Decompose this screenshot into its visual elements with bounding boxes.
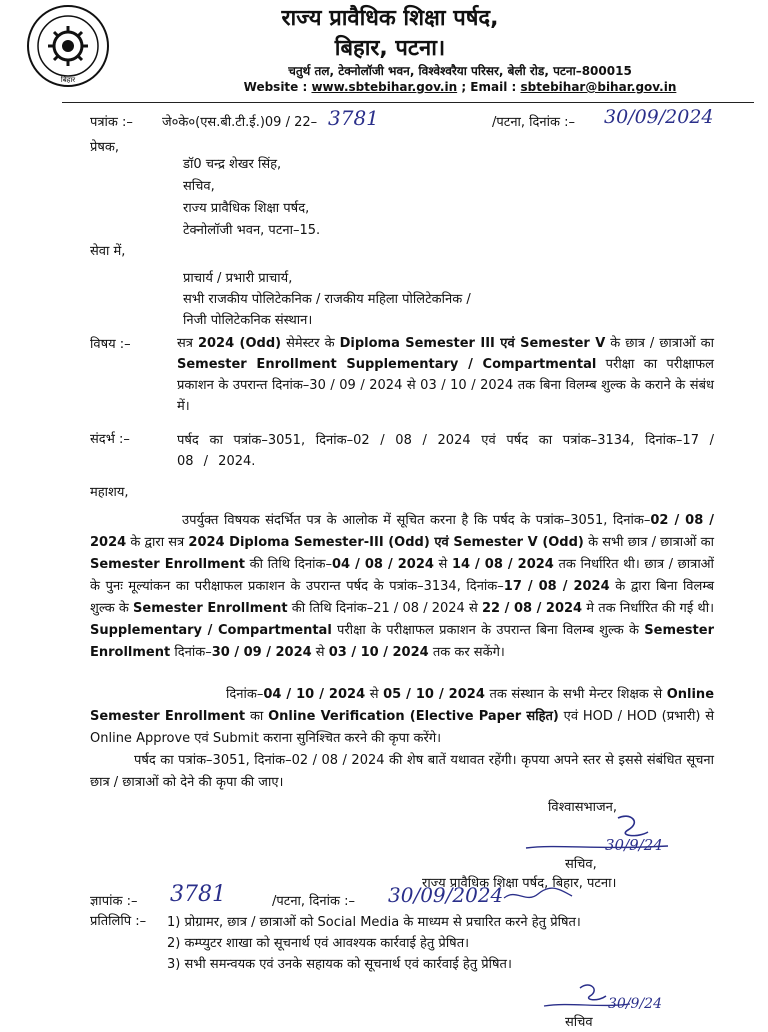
sender-label: प्रेषक, <box>90 140 120 155</box>
subject-label: विषय :– <box>90 337 131 352</box>
reference-text: पर्षद का पत्रांक–3051, दिनांक–02 / 08 / 2024 एवं पर्षद का पत्रांक–3134, दिनांक–17 / 08 / 2024. <box>177 433 714 469</box>
contact-line: Website : www.sbtebihar.gov.in ; Email : sbtebihar@bihar.gov.in <box>243 80 677 94</box>
copy-designation: सचिव <box>565 1015 593 1030</box>
letter-date-handwritten: 30/09/2024 <box>604 106 714 128</box>
closing-office: राज्य प्रावैधिक शिक्षा पर्षद, बिहार, पटना। <box>422 876 617 891</box>
website-link[interactable]: www.sbtebihar.gov.in <box>311 80 458 94</box>
copy-item: 1) प्रोग्रामर, छात्र / छात्राओं को Social Media के माध्यम से प्रचारित करने हेतु प्रेषित। <box>167 915 581 930</box>
sender-block: डॉ0 चन्द्र शेखर सिंह, सचिव, राज्य प्रावैधिक शिक्षा पर्षद, टेक्नोलॉजी भवन, पटना–15. <box>183 157 321 238</box>
letter-no-handwritten: 3781 <box>328 106 379 130</box>
signature-date-handwritten: 30/9/24 <box>605 836 663 854</box>
body-paragraph-3: पर्षद का पत्रांक–3051, दिनांक–02 / 08 / 2024 की शेष बातें यथावत रहेंगी। कृपया अपने स्तर से इससे संबंधित सूचना छात्र / छात्राओं को देने की कृपा की जाए। <box>90 753 714 790</box>
memo-label: ज्ञापांक :– <box>90 894 138 909</box>
email-link[interactable]: sbtebihar@bihar.gov.in <box>520 80 677 94</box>
closing-designation: सचिव, <box>565 857 597 872</box>
body-paragraph-2: दिनांक–04 / 10 / 2024 से 05 / 10 / 2024 तक संस्थान के सभी मेन्टर शिक्षक से Online Semester Enrollment का Online Verification (Elective Paper सहित) एवं HOD / HOD (प्रभारी) से Online Approve एवं Submit कराना सुनिश्चित करने की कृपा करेंगे। <box>90 687 715 746</box>
reference-label: संदर्भ :– <box>90 432 130 447</box>
copy-item: 3) सभी समन्वयक एवं उनके सहायक को सूचनार्थ एवं कार्रवाई हेतु प्रेषित। <box>167 957 512 972</box>
copy-label: प्रतिलिपि :– <box>90 914 147 929</box>
body-paragraph-1: उपर्युक्त विषयक संदर्भित पत्र के आलोक में सूचित करना है कि पर्षद के पत्रांक–3051, दिनांक–02 / 08 / 2024 के द्वारा सत्र 2024 Diploma Semester-III (Odd) एवं Semester V (Odd) के सभी छात्र / छात्राओं का Semester Enrollment की तिथि दिनांक–04 / 08 / 2024 से 14 / 08 / 2024 तक निर्धारित थी। छात्र / छात्राओं के पुनः मूल्यांकन का परीक्षाफल प्रकाशन के उपरान्त पर्षद के पत्रांक–3134, दिनांक–17 / 08 / 2024 के द्वारा बिना विलम्ब शुल्क के Semester Enrollment की तिथि दिनांक–21 / 08 / 2024 से 22 / 08 / 2024 मे तक निर्धारित की गई थी। Supplementary / Compartmental परीक्षा के परीक्षाफल प्रकाशन के उपरान्त बिना विलम्ब शुल्क के Semester Enrollment दिनांक–30 / 09 / 2024 से 03 / 10 / 2024 तक कर सकेंगे। <box>90 513 715 660</box>
copy-item: 2) कम्प्युटर शाखा को सूचनार्थ एवं आवश्यक कार्रवाई हेतु प्रेषित। <box>167 936 470 951</box>
board-name-line2: बिहार, पटना। <box>334 36 446 61</box>
memo-place-date-label: /पटना, दिनांक :– <box>272 894 356 909</box>
memo-no-handwritten: 3781 <box>170 882 226 907</box>
letter-no-value: जे०के०(एस.बी.टी.ई.)09 / 22– <box>162 115 318 130</box>
copy-list <box>167 912 581 975</box>
recipient-block: प्राचार्य / प्रभारी प्राचार्य, सभी राजकीय पोलिटेकनिक / राजकीय महिला पोलिटेकनिक / निजी पोलिटेकनिक संस्थान। <box>183 271 471 328</box>
svg-text:बिहार: बिहार <box>60 76 76 84</box>
board-name-line1: राज्य प्रावैधिक शिक्षा पर्षद, <box>281 6 499 31</box>
letter-no-label: पत्रांक :– <box>90 115 133 130</box>
salutation: महाशय, <box>90 485 129 500</box>
letter-place-date-label: /पटना, दिनांक :– <box>492 115 576 130</box>
board-address: चतुर्थ तल, टेक्नोलॉजी भवन, विश्वेश्वरैया परिसर, बेली रोड, पटना–800015 <box>288 64 632 78</box>
subject-text: सत्र 2024 (Odd) सेमेस्टर के Diploma Semester III एवं Semester V के छात्र / छात्राओं का Semester Enrollment Supplementary / Compartmental परीक्षा का परीक्षाफल प्रकाशन के उपरान्त दिनांक–30 / 09 / 2024 से 03 / 10 / 2024 तक बिना विलम्ब शुल्क के कराने के संबंध में। <box>177 336 714 414</box>
memo-initials-mark <box>502 884 582 912</box>
recipient-label: सेवा में, <box>90 244 126 259</box>
header-divider <box>62 102 754 103</box>
memo-date-handwritten: 30/09/2024 <box>388 883 504 907</box>
copy-signature-date: 30/9/24 <box>608 996 662 1012</box>
closing-yours-faithfully: विश्वासभाजन, <box>548 800 618 815</box>
